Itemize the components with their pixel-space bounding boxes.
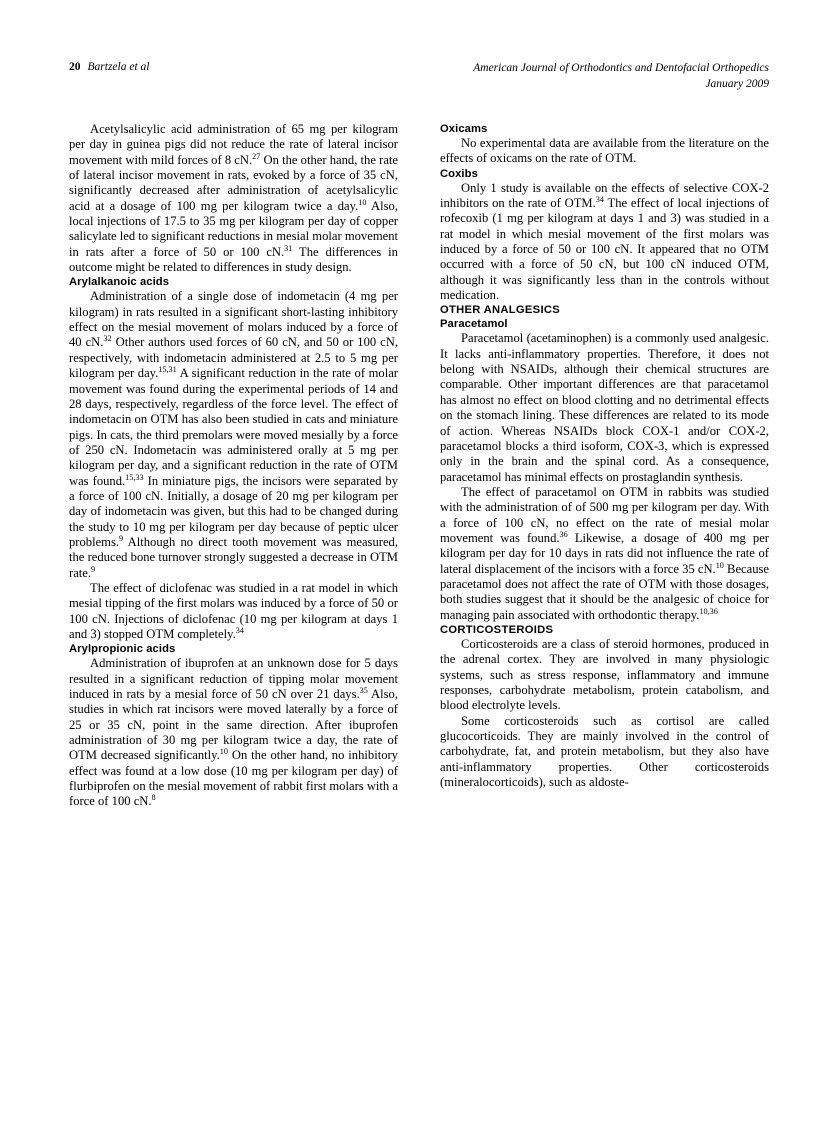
heading-coxibs: Coxibs [440, 167, 478, 180]
text-run: The effect of local injections of rofecoxib (1 mg per kilogram at days 1 and 3) was studied in a rat model in which mesial movement of the first molars was induced by a force of 50 or 100 cN. It appeared that no OTM occurred with a force of 50 cN, but 100 cN induced OTM, although it was significantly less than in the controls without medication. [440, 196, 769, 303]
text-run: Because paracetamol does not affect the rate of OTM with those dosages, both studies suggest that it should be the analgesic of choice for managing pain associated with orthodontic therapy. [440, 561, 770, 622]
citation-ref: 34 [235, 625, 244, 635]
citation-ref: 32 [103, 334, 112, 344]
text-run: The differences in outcome might be related to differences in study design. [69, 244, 398, 275]
citation-ref: 15,31 [158, 364, 177, 374]
right-column [440, 122, 769, 790]
text-run: Administration of a single dose of indometacin (4 mg per kilogram) in rats resulted in a significant short-lasting inhibitory effect on the mesial movement of molars induced by a force of 40 cN. [69, 289, 398, 350]
citation-ref: 27 [252, 151, 261, 161]
heading-oxicams: Oxicams [440, 123, 488, 135]
running-head [69, 61, 769, 101]
citation-ref: 35 [359, 685, 368, 695]
left-column [69, 122, 398, 810]
text-run: Only 1 study is available on the effects of selective COX-2 inhibitors on the rate of OTM. [440, 180, 769, 211]
text-run: The effect of diclofenac was studied in a rat model in which mesial tipping of the first molars was induced by a force of 50 or 100 cN. Injections of diclofenac (10 mg per kilogram at days 1 and 3) stopped OTM completely. [69, 580, 398, 641]
text-run: On the other hand, the rate of lateral incisor movement in rats, evoked by a force of 35 cN, significantly decreased after administration of acetylsalicylic acid at a dosage of 100 mg per kilogram twice a day. [69, 152, 399, 213]
text-run: In miniature pigs, the incisors were separated by a force of 100 cN. Initially, a dosage of 20 mg per kilogram per day of indometacin was given, but this had to be changed during the study to 10 mg per kilogram per day because of peptic ulcer problems. [69, 473, 398, 549]
text-run: Also, local injections of 17.5 to 35 mg per kilogram per day of copper salicylate led to significant reductions in mesial molar movement in rats after a force of 50 or 100 cN. [69, 198, 398, 259]
text-run: On the other hand, no inhibitory effect was found at a low dose (10 mg per kilogram per day) of flurbiprofen on the mesial movement of rabbit first molars with a force of 100 cN. [69, 748, 398, 809]
citation-ref: 10 [715, 560, 724, 570]
paragraph-indometacin [69, 289, 398, 581]
citation-ref: 15,33 [125, 472, 144, 482]
citation-ref: 9 [91, 564, 96, 574]
paragraph-paracetamol-otm [440, 485, 769, 623]
text-run: A significant reduction in the rate of molar movement was found during the experimental periods of 14 and 28 days, respectively, regardless of the force level. The effect of indometacin on OTM has also been studied in cats and miniature pigs. In cats, the third premolars were moved mesially by a force of 250 cN. Indometacin was administered orally at 5 mg per kilogram per day, and a significant reduction in the rate of OTM was found. [69, 366, 398, 488]
paragraph-coxibs [440, 181, 769, 304]
paragraph-corticosteroids-2: Some corticosteroids such as cortisol are called glucocorticoids. They are mainly involved in the control of carbohydrate, fat, and protein metabolism, but they also have anti-inflammatory properties. Other corticosteroids (mineralocorticoids), such as aldoste- [440, 713, 769, 790]
heading-corticosteroids: CORTICOSTEROIDS [440, 623, 554, 636]
citation-ref: 10 [219, 747, 228, 757]
citation-ref: 31 [284, 243, 293, 253]
citation-ref: 36 [559, 529, 568, 539]
citation-ref: 8 [151, 793, 156, 803]
paragraph-corticosteroids-1: Corticosteroids are a class of steroid hormones, produced in the adrenal cortex. They are involved in many physiologic systems, such as stress response, inflammatory and immune responses, carbohydrate metabolism, protein catabolism, and blood electrolyte levels. [440, 636, 769, 713]
citation-ref: 9 [119, 533, 124, 543]
issue-date: January 2009 [705, 77, 769, 90]
paragraph-acetylsalicylic [69, 122, 398, 275]
citation-ref: 10 [358, 197, 367, 207]
running-head-authors: Bartzela et al [87, 61, 150, 73]
citation-ref: 10,36 [699, 606, 718, 616]
text-run: Other authors used forces of 60 cN, and 50 or 100 cN, respectively, with indometacin administered at 2.5 to 5 mg per kilogram per day. [69, 335, 398, 381]
text-run: Administration of ibuprofen at an unknown dose for 5 days resulted in a significant reduction of tipping molar movement induced in rats by a mesial force of 50 cN over 21 days. [69, 656, 398, 702]
heading-arylalkanoic-acids: Arylalkanoic acids [69, 276, 170, 289]
heading-paracetamol: Paracetamol [440, 318, 508, 331]
text-run: Acetylsalicylic acid administration of 65 mg per kilogram per day in guinea pigs did not reduce the rate of lateral incisor movement with mild forces of 8 cN. [69, 122, 398, 167]
paragraph-diclofenac [69, 581, 398, 642]
text-run: Likewise, a dosage of 400 mg per kilogram per day for 10 days in rats did not influence the rate of lateral displacement of the incisors with a force 35 cN. [440, 530, 770, 576]
paragraph-oxicams: No experimental data are available from the literature on the effects of oxicams on the rate of OTM. [440, 136, 769, 166]
running-head-left [69, 61, 149, 73]
text-run: Although no direct tooth movement was measured, the reduced bone turnover strongly suggested a decrease in OTM rate. [69, 534, 398, 580]
heading-other-analgesics: OTHER ANALGESICS [440, 304, 560, 317]
paragraph-ibuprofen [69, 656, 398, 809]
running-head-right [473, 61, 769, 92]
text-run: The effect of paracetamol on OTM in rabbits was studied with the administration of of 500 mg per kilogram per day. With a force of 100 cN, no effect on the rate of mesial molar movement was found. [440, 484, 769, 545]
heading-arylpropionic-acids: Arylpropionic acids [69, 643, 176, 656]
page-number: 20 [69, 61, 81, 73]
text-run: Also, studies in which rat incisors were moved laterally by a force of 25 or 35 cN, point in the same direction. After ibuprofen administration of 30 mg per kilogram twice a day, the rate of OTM decreased significantly. [69, 687, 398, 763]
citation-ref: 34 [595, 194, 604, 204]
paragraph-paracetamol-overview: Paracetamol (acetaminophen) is a commonly used analgesic. It lacks anti-inflammatory properties. Therefore, it does not belong with NSAIDs, although their chemical structures are comparable. Other important differences are that paracetamol has almost no effect on blood clotting and no detrimental effects on the stomach lining. These differences are related to its mode of action. Whereas NSAIDs block COX-1 and/or COX-2, paracetamol blocks a third isoform, COX-3, which is expressed only in the brain and the spinal cord. As a consequence, paracetamol has minimal effects on prostaglandin synthesis. [440, 331, 769, 484]
journal-title: American Journal of Orthodontics and Dentofacial Orthopedics [473, 62, 769, 74]
